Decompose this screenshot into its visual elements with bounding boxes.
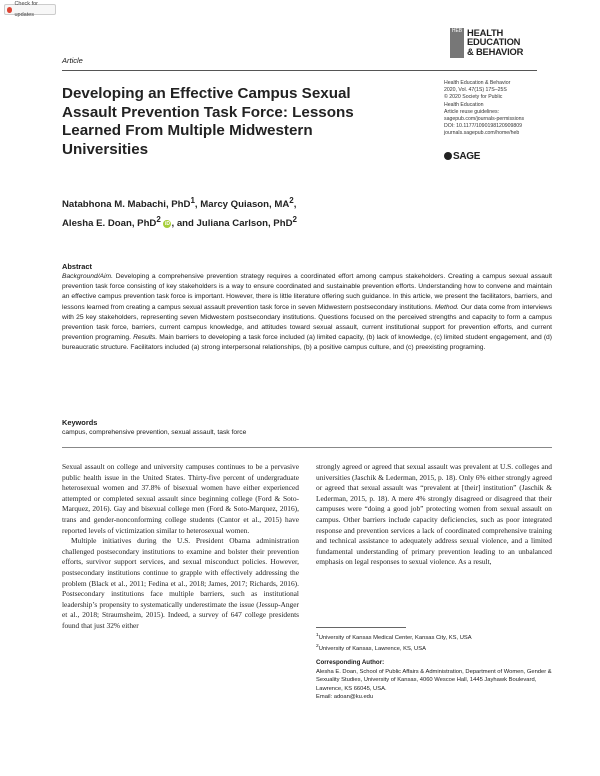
- abstract-background-label: Background/Aim.: [62, 273, 113, 280]
- meta-journal-link[interactable]: journals.sagepub.com/home/heb: [444, 130, 520, 137]
- abstract-results-label: Results.: [131, 334, 158, 342]
- author-4-affil: 2: [292, 215, 297, 225]
- meta-volume: 2020, Vol. 47(1S) 17S–25S: [444, 87, 507, 94]
- check-for-updates-button[interactable]: [4, 0, 56, 18]
- abstract-method-label: Method.: [432, 303, 459, 311]
- footnote-rule: [316, 627, 406, 628]
- body-column-left: [62, 462, 299, 632]
- meta-journal: Health Education & Behavior: [444, 80, 511, 86]
- publisher-name: SAGE: [453, 151, 481, 162]
- sage-logo-icon: [444, 152, 452, 160]
- abstract-text: [62, 272, 552, 354]
- orcid-icon[interactable]: iD: [164, 220, 170, 227]
- affiliations: [316, 632, 552, 653]
- abstract-heading: Abstract: [62, 262, 92, 271]
- meta-permissions-link[interactable]: sagepub.com/journals-permissions: [444, 116, 525, 123]
- author-1: Natabhona M. Mabachi, PhD: [62, 199, 191, 211]
- journal-logo: [450, 26, 555, 72]
- abstract-results-text: Main barriers to developing a task force included (a) limited capacity, (b) lack of knowledge, (c) limited student engagement, and (d) bureaucratic structure. Facilitators included (a) strong interpersonal relationships, (b) a positive campus culture, and (c) preexisting programing.: [62, 334, 552, 352]
- crossmark-icon: [7, 7, 12, 13]
- meta-copyright-cont: Health Education: [444, 101, 484, 108]
- publisher-logo: [444, 151, 480, 162]
- author-3: Alesha E. Doan, PhD: [62, 218, 157, 230]
- journal-logo-line1: HEALTH: [467, 27, 504, 38]
- body-paragraph: strongly agreed or agreed that sexual assault was prevalent at U.S. colleges and universities (Jaschik & Lederman, 2015, p. 18). Only 6% either strongly agreed or agreed that sexual assault was “prevalent at [their] institution” (Jaschik & Lederman, 2015, p. 18). A mere 4% strongly disagreed or disagreed that their campuses were “doing a good job” protecting women from sexual assault on campus. Other barriers include capacity deficiencies, such as poor integrated response and prevention services a lack of coordinated comprehensive training and technical assistance to adequately address sexual violence, and a limited fundamental understanding of primary prevention leading to an unbalanced emphasis on legal responses to sexual violence. As a result,: [316, 462, 552, 567]
- journal-metadata: [444, 80, 564, 138]
- meta-copyright: © 2020 Society for Public: [444, 94, 503, 101]
- abstract-background-text: Developing a comprehensive prevention strategy requires a coordinated effort among campus stakeholders. Creating a campus sexual assault prevention task force consisting of key stakeholders is a way to ensure coordinated and sustainable prevention efforts. Understanding how to convene and maintain an effective campus prevention task force is important. However, there is little literature offering such guidance. In this article, we present the facilitators, barriers, and lessons learned from creating a campus sexual assault prevention task force in seven Midwestern postsecondary institutions.: [62, 273, 552, 311]
- author-2-affil: 2: [289, 196, 294, 205]
- meta-doi-link[interactable]: DOI: 10.1177/1090198120909809: [444, 123, 523, 130]
- check-for-updates-label: Check for updates: [14, 0, 38, 18]
- journal-logo-mark: HEB: [450, 28, 464, 58]
- affiliation-number: 1: [316, 633, 319, 638]
- corresponding-author-address: Alesha E. Doan, School of Public Affairs & Administration, Department of Women, Gender & Sexuality Studies, University of Kansas, 4060 Wescoe Hall, 1445 Jayhawk Boulevard, Lawrence, KS 66045, USA.: [316, 669, 552, 692]
- affiliation-item: [316, 632, 552, 643]
- affiliation-text: University of Kansas Medical Center, Kansas City, KS, USA: [318, 634, 472, 641]
- corresponding-author: [316, 668, 552, 702]
- abstract-method-text: Our data come from interviews with 25 key stakeholders, representing seven Midwestern postsecondary institutions. Questions focused on the perceived strengths and capacity to form a campus prevention task force, barriers, current campus knowledge, and attitudes toward sexual assault, current institutional support for prevention efforts, and current prevention programing.: [62, 303, 552, 342]
- affiliation-text: University of Kansas, Lawrence, KS, USA: [318, 645, 426, 652]
- body-paragraph: Sexual assault on college and university campuses continues to be a pervasive public health issue in the United States. Thirty-five percent of undergraduate heterosexual women and 37.8% of bisexual women have either experienced attempted or completed sexual assault since beginning college (Ford & Soto-Marquez, 2016). Gay and bisexual college men (Ford & Soto-Marquez, 2016), trans and gender-nonconforming college students (Cantor et al., 2015) have reported levels of victimization similar to heterosexual women.: [62, 462, 299, 535]
- journal-logo-line2: EDUCATION: [467, 36, 521, 48]
- author-2: , Marcy Quiason, MA: [194, 199, 290, 211]
- author-3-affil: 2: [156, 215, 161, 225]
- corresponding-author-heading: Corresponding Author:: [316, 659, 385, 666]
- author-4: , and Juliana Carlson, PhD: [171, 218, 293, 230]
- corresponding-author-email[interactable]: Email: adoan@ku.edu: [316, 694, 374, 701]
- affiliation-number: 2: [316, 643, 319, 649]
- author-list: Natabhona M. Mabachi, PhD$^1$, Marcy Quiason, $MA^2$, Alesha E. Doan, PhD$^2$ iD , and Juliana Carlson, PhD$^2$: [62, 196, 297, 230]
- body-column-right: [316, 462, 552, 568]
- keywords-heading: Keywords: [62, 418, 98, 427]
- article-type-label: Article: [62, 56, 83, 65]
- meta-reuse: Article reuse guidelines:: [444, 108, 500, 115]
- article-title: Developing an Effective Campus Sexual Assault Prevention Task Force: Lessons Learned From Multiple Midwestern Universities: [62, 85, 354, 158]
- keywords-list: campus, comprehensive prevention, sexual assault, task force: [62, 429, 247, 436]
- journal-logo-line3: & BEHAVIOR: [467, 45, 524, 57]
- affiliation-item: [316, 643, 552, 654]
- author-1-affil: 1: [190, 196, 195, 205]
- section-rule: [62, 447, 552, 448]
- body-paragraph: Multiple initiatives during the U.S. President Obama administration challenged postsecondary institutions to examine and bolster their prevention efforts, survivor support services, and sexual misconduct policies. However, postsecondary institutions continue to grapple with effectively addressing the problem (Black et al., 2011; Fedina et al., 2018; James, 2017; Richards, 2016). Postsecondary institutions face multiple barriers, such as institutional leadership’s propensity to systematically underestimate the issue (Jessup-Anger et al., 2018; Straumsheim, 2015). Indeed, a survey of 647 college presidents found that just 32% either: [62, 536, 299, 630]
